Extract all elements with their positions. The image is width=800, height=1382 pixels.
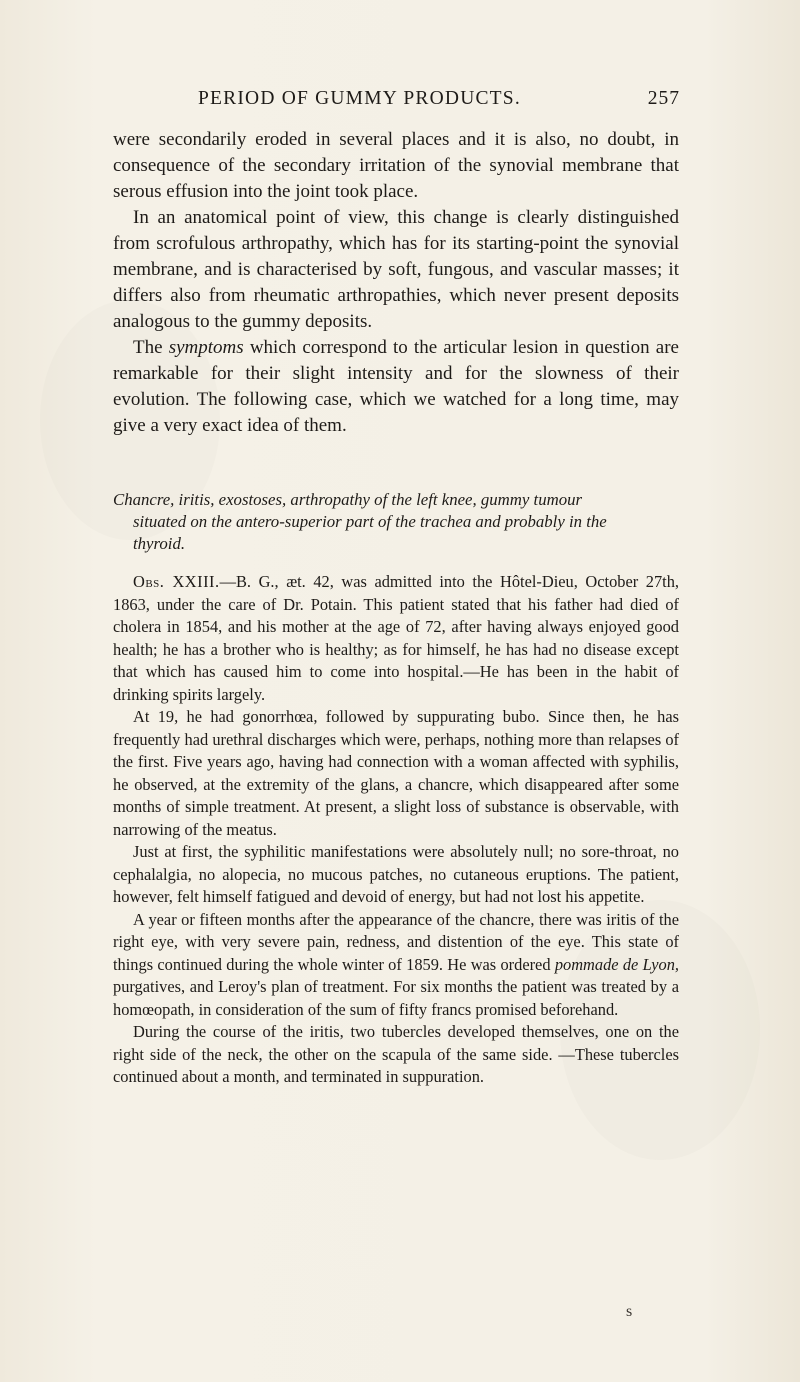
paragraph-text: The — [133, 337, 169, 358]
observation-paragraph: During the course of the iritis, two tubercles developed themselves, one on the right side of the neck, the other on the scapula of the same side. —These tubercles continued about a month, and terminated in suppuration. — [113, 1022, 679, 1086]
observation-paragraph: Just at first, the syphilitic manifestations were absolutely null; no sore-throat, no cephalalgia, no alopecia, no mucous patches, no cutaneous eruptions. The patient, however, felt himself fatigued and devoid of energy, but had not lost his appetite. — [113, 842, 679, 906]
observation-paragraph — [113, 909, 679, 1022]
emphasis-remedy: pommade de Lyon, — [554, 954, 679, 974]
running-title: PERIOD OF GUMMY PRODUCTS. — [198, 88, 521, 109]
observation-intro — [113, 571, 679, 706]
observation-paragraph: At 19, he had gonorrhœa, followed by suppurating bubo. Since then, he has frequently had urethral discharges which were, perhaps, nothing more than relapses of the first. Five years ago, having had connection with a woman affected with syphilis, he observed, at the extremity of the glans, a chancre, which disappeared after some months of simple treatment. At present, a slight loss of substance is observable, with narrowing of the meatus. — [113, 707, 679, 839]
observation-text: purgatives, and Leroy's plan of treatment. For six months the patient was treated by a homœopath, in consideration of the sum of fifty francs promised beforehand. — [113, 977, 679, 1019]
body-text — [113, 127, 679, 1089]
signature-mark: s — [626, 1303, 633, 1320]
paragraph: In an anatomical point of view, this change is clearly distinguished from scrofulous arthropathy, which has for its starting-point the synovial membrane, and is characterised by soft, fungous, and vascular masses; it differs also from rheumatic arthropathies, which never present deposits analogous to the gummy deposits. — [113, 207, 679, 332]
page-number: 257 — [647, 88, 680, 109]
case-title — [113, 489, 679, 555]
case-title-line: thyroid. — [133, 534, 186, 553]
paragraph-text: which correspond to the articular lesion in question are remarkable for their slight intensity and for the slowness of their evolution. The following case, which we watched for a long time, may give a very exact idea of them. — [113, 337, 679, 436]
emphasis-symptoms: symptoms — [168, 337, 244, 358]
paragraph: were secondarily eroded in several places and it is also, no doubt, in consequence of the secondary irritation of the synovial membrane that serous effusion into the joint took place. — [113, 129, 679, 202]
observation-label: Obs. XXIII. — [133, 572, 220, 591]
case-title-line: situated on the antero-superior part of the trachea and probably in the — [133, 512, 607, 531]
observation-text: A year or fifteen months after the appearance of the chancre, there was iritis of the right eye, with very severe pain, redness, and distention of the eye. This state of things continued during the whole winter of 1859. He was ordered — [113, 909, 679, 974]
case-title-line: Chancre, iritis, exostoses, arthropathy of the left knee, gummy tumour — [113, 490, 583, 509]
observation-text: —B. G., æt. 42, was admitted into the Hôtel-Dieu, October 27th, 1863, under the care of Dr. Potain. This patient stated that his father had died of cholera in 1854, and his mother at the age of 72, after having always enjoyed good health; he has a brother who is healthy; as for himself, he has had no disease except that which has caused him to come into hospital.—He has been in the habit of drinking spirits largely. — [113, 572, 679, 704]
page-header — [120, 84, 680, 114]
paragraph — [113, 335, 679, 439]
